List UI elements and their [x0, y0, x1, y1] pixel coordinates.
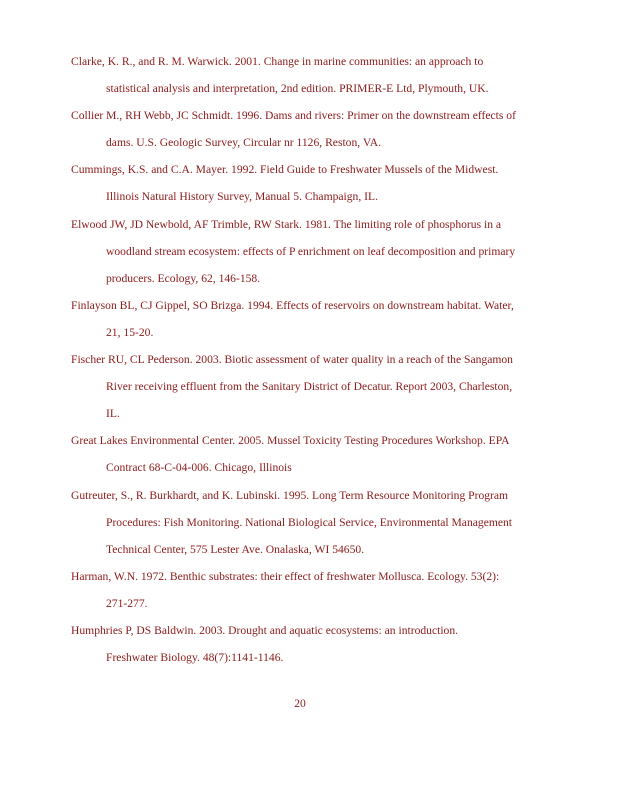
- reference-entry-clarke: [71, 51, 541, 105]
- reference-line: statistical analysis and interpretation, 2nd edition. PRIMER-E Ltd, Plymouth, UK.: [106, 82, 489, 96]
- reference-line: Humphries P, DS Baldwin. 2003. Drought and aquatic ecosystems: an introduction.: [71, 623, 459, 637]
- reference-line: River receiving effluent from the Sanitary District of Decatur. Report 2003, Charleston,: [106, 380, 513, 394]
- reference-line: Great Lakes Environmental Center. 2005. Mussel Toxicity Testing Procedures Workshop. EPA: [71, 434, 510, 448]
- reference-line: Fischer RU, CL Pederson. 2003. Biotic assessment of water quality in a reach of the Sangamon: [71, 353, 513, 367]
- reference-line: Cummings, K.S. and C.A. Mayer. 1992. Field Guide to Freshwater Mussels of the Midwest.: [71, 163, 499, 177]
- reference-entry-great-lakes: [71, 430, 541, 484]
- reference-line: Harman, W.N. 1972. Benthic substrates: their effect of freshwater Mollusca. Ecology. 53(2):: [71, 569, 500, 583]
- reference-line: Contract 68-C-04-006. Chicago, Illinois: [106, 461, 292, 475]
- reference-line: Collier M., RH Webb, JC Schmidt. 1996. Dams and rivers: Primer on the downstream effects of: [71, 109, 516, 123]
- reference-entry-humphries: [71, 620, 541, 674]
- reference-line: 271-277.: [106, 596, 148, 610]
- reference-line: woodland stream ecosystem: effects of P enrichment on leaf decomposition and primary: [106, 244, 516, 258]
- reference-line: IL.: [106, 407, 120, 421]
- reference-entry-fischer: [71, 349, 541, 430]
- reference-line: producers. Ecology, 62, 146-158.: [106, 271, 261, 285]
- reference-entry-gutreuter: [71, 485, 541, 566]
- reference-line: Elwood JW, JD Newbold, AF Trimble, RW Stark. 1981. The limiting role of phosphorus in a: [71, 217, 502, 231]
- reference-entry-elwood: [71, 214, 541, 295]
- reference-entry-collier: [71, 105, 541, 159]
- reference-line: Gutreuter, S., R. Burkhardt, and K. Lubinski. 1995. Long Term Resource Monitoring Program: [71, 488, 509, 502]
- reference-line: 21, 15-20.: [106, 325, 154, 339]
- reference-line: Procedures: Fish Monitoring. National Biological Service, Environmental Management: [106, 515, 513, 529]
- reference-entry-cummings: [71, 159, 541, 213]
- reference-entry-finlayson: [71, 295, 541, 349]
- reference-line: dams. U.S. Geologic Survey, Circular nr 1126, Reston, VA.: [106, 136, 382, 150]
- reference-list: [71, 51, 541, 674]
- reference-line: Finlayson BL, CJ Gippel, SO Brizga. 1994. Effects of reservoirs on downstream habitat. Water,: [71, 298, 514, 312]
- reference-line: Illinois Natural History Survey, Manual 5. Champaign, IL.: [106, 190, 378, 204]
- reference-entry-harman: [71, 566, 541, 620]
- reference-line: Clarke, K. R., and R. M. Warwick. 2001. Change in marine communities: an approach to: [71, 55, 484, 68]
- reference-line: Technical Center, 575 Lester Ave. Onalaska, WI 54650.: [106, 542, 365, 556]
- reference-line: Freshwater Biology. 48(7):1141-1146.: [106, 651, 284, 665]
- page-number: 20: [294, 697, 306, 710]
